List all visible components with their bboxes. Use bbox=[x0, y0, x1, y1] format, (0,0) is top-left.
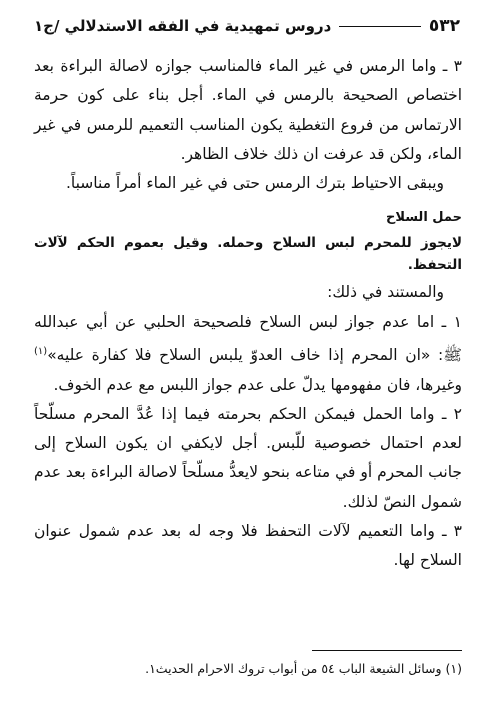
footnote-rule bbox=[312, 650, 462, 651]
paragraph-rams: ٣ ـ واما الرمس في غير الماء فالمناسب جوازه لاصالة البراءة بعد اختصاص الصحيحة بالرمس في الماء. أجل بناء على كون حرمة الارتماس من فروع التغطية يكون المناسب التعميم للرمس في غير الماء، ولكن قد عرفت ان ذلك خلاف الظاهر. bbox=[34, 57, 462, 163]
section-heading: حمل السلاح bbox=[385, 210, 462, 226]
paragraph-mustanad: والمستند في ذلك: bbox=[327, 283, 444, 302]
page-body bbox=[34, 52, 462, 576]
footnote: (١) وسائل الشيعة الباب ٥٤ من أبواب تروك الاحرام الحديث١. bbox=[145, 661, 462, 676]
section-rule-quote: لايجوز للمحرم لبس السلاح وحمله. وقيل بعموم الحكم لآلات التحفظ. bbox=[34, 235, 462, 274]
header-rule bbox=[339, 26, 421, 27]
paragraph-point-3: ٣ ـ واما التعميم لآلات التحفظ فلا وجه له بعد عدم شمول عنوان السلاح لها. bbox=[34, 522, 462, 570]
paragraph-ihtiyat: ويبقى الاحتياط بترك الرمس حتى في غير الماء أمراً مناسباً. bbox=[65, 174, 444, 193]
point-1-text: ١ ـ اما عدم جواز لبس السلاح فلصحيحة الحلبي عن أبي عبدالله ﷺ: «ان المحرم إذا خاف العدوّ يلبس السلاح فلا كفارة عليه» bbox=[34, 312, 462, 365]
paragraph-point-2: ٢ ـ واما الحمل فيمكن الحكم بحرمته فيما إذا عُدَّ المحرم مسلّحاً لعدم احتمال خصوصية للّبس. أجل لايكفي ان يكون السلاح إلى جانب المحرم أو في متاعه بنحو لايعدُّ مسلّحاً لاصالة البراءة بعد عدم شمول النصّ لذلك. bbox=[34, 404, 462, 511]
page-header bbox=[34, 12, 460, 40]
footnote-ref[interactable]: (١) bbox=[34, 346, 48, 358]
running-title: دروس تمهيدية في الفقه الاستدلالي /ج١ bbox=[34, 17, 332, 35]
point-1-tail: وغيرها، فان مفهومها يدلّ على عدم جواز اللبس مع عدم الخوف. bbox=[53, 375, 462, 394]
paragraph-point-1 bbox=[34, 308, 462, 400]
page-number: ٥٣٢ bbox=[428, 16, 460, 36]
